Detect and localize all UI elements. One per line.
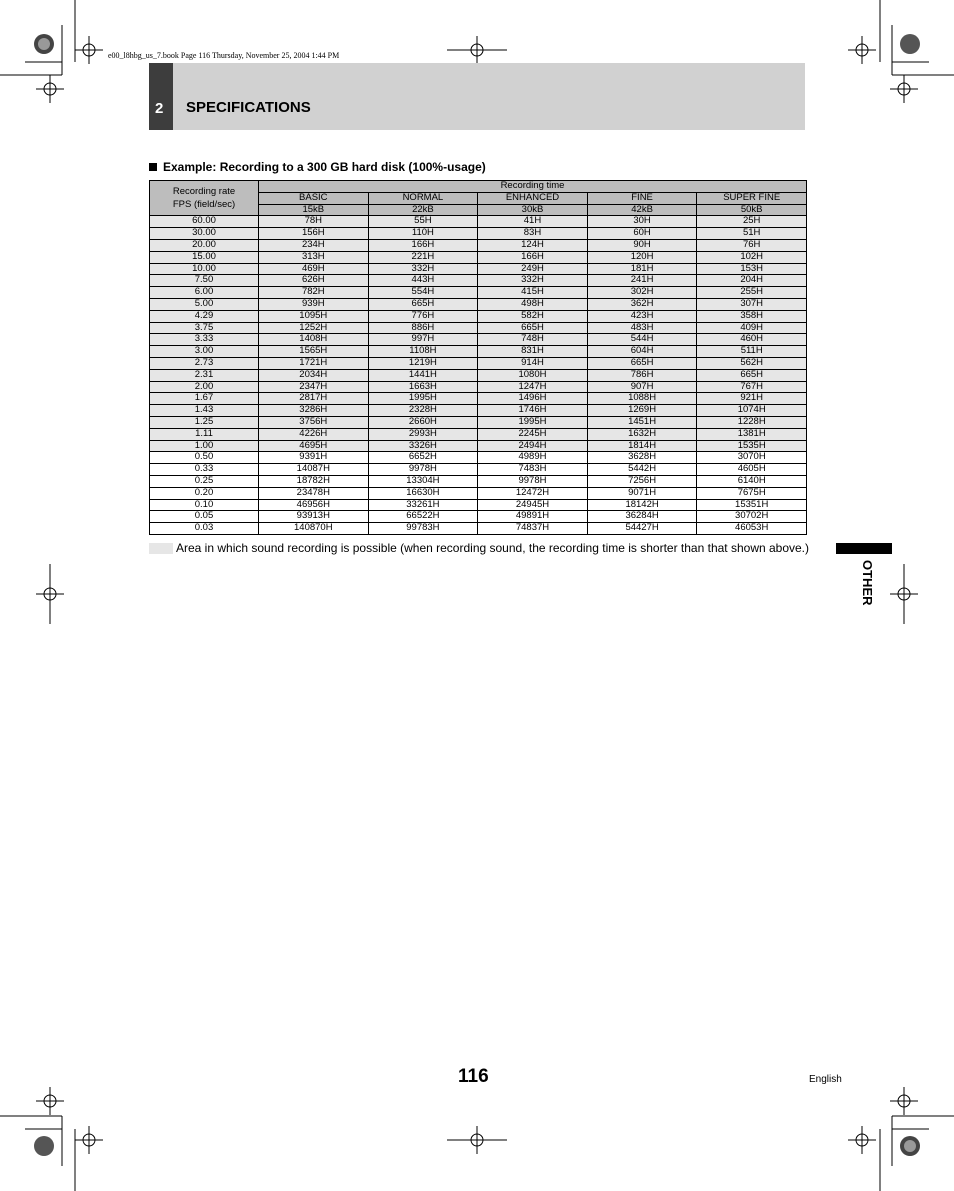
table-row [150,511,807,523]
time-cell: 9391H [259,452,369,464]
time-cell: 307H [697,298,807,310]
table-row [150,287,807,299]
table-row [150,381,807,393]
time-cell: 234H [259,239,369,251]
table-row [150,475,807,487]
time-cell: 41H [478,216,588,228]
table-row [150,405,807,417]
time-cell: 921H [697,393,807,405]
time-cell: 2034H [259,369,369,381]
language-label: English [809,1074,842,1085]
corner-header [150,181,259,216]
time-cell: 49891H [478,511,588,523]
time-cell: 1995H [478,416,588,428]
time-cell: 483H [587,322,697,334]
time-cell: 3628H [587,452,697,464]
fps-cell: 7.50 [150,275,259,287]
fps-cell: 0.50 [150,452,259,464]
time-cell: 7675H [697,487,807,499]
time-cell: 302H [587,287,697,299]
time-cell: 30H [587,216,697,228]
time-cell: 1663H [368,381,478,393]
time-cell: 3756H [259,416,369,428]
time-cell: 7483H [478,464,588,476]
time-cell: 4605H [697,464,807,476]
time-cell: 23478H [259,487,369,499]
fps-cell: 0.33 [150,464,259,476]
time-cell: 460H [697,334,807,346]
fps-cell: 2.31 [150,369,259,381]
time-cell: 13304H [368,475,478,487]
time-cell: 443H [368,275,478,287]
time-cell: 93913H [259,511,369,523]
fps-cell: 1.67 [150,393,259,405]
time-cell: 409H [697,322,807,334]
time-cell: 554H [368,287,478,299]
time-cell: 907H [587,381,697,393]
time-cell: 54427H [587,523,697,535]
time-cell: 2245H [478,428,588,440]
time-cell: 78H [259,216,369,228]
time-cell: 1074H [697,405,807,417]
table-row [150,251,807,263]
table-row [150,428,807,440]
time-cell: 156H [259,228,369,240]
table-row [150,416,807,428]
fps-cell: 0.25 [150,475,259,487]
time-cell: 665H [368,298,478,310]
time-cell: 99783H [368,523,478,535]
time-cell: 886H [368,322,478,334]
time-cell: 16630H [368,487,478,499]
time-cell: 3326H [368,440,478,452]
column-size: 15kB [259,204,369,216]
time-cell: 25H [697,216,807,228]
time-cell: 1632H [587,428,697,440]
fps-cell: 1.25 [150,416,259,428]
fps-cell: 3.75 [150,322,259,334]
time-cell: 1080H [478,369,588,381]
page-title: SPECIFICATIONS [186,99,311,116]
time-cell: 18142H [587,499,697,511]
time-cell: 831H [478,346,588,358]
time-cell: 1095H [259,310,369,322]
table-row [150,310,807,322]
time-cell: 140870H [259,523,369,535]
time-cell: 1496H [478,393,588,405]
time-cell: 1088H [587,393,697,405]
time-cell: 124H [478,239,588,251]
time-cell: 9978H [368,464,478,476]
time-cell: 36284H [587,511,697,523]
time-cell: 46956H [259,499,369,511]
table-row [150,298,807,310]
time-cell: 939H [259,298,369,310]
side-tab [836,543,892,554]
time-cell: 415H [478,287,588,299]
fps-cell: 30.00 [150,228,259,240]
fps-cell: 15.00 [150,251,259,263]
time-cell: 74837H [478,523,588,535]
column-name: NORMAL [368,192,478,204]
time-cell: 66522H [368,511,478,523]
time-cell: 1995H [368,393,478,405]
time-cell: 6140H [697,475,807,487]
fps-cell: 20.00 [150,239,259,251]
time-cell: 1108H [368,346,478,358]
group-header: Recording time [259,181,807,193]
time-cell: 204H [697,275,807,287]
table-row [150,369,807,381]
column-size: 22kB [368,204,478,216]
corner-label-line2: FPS (field/sec) [172,199,236,211]
time-cell: 24945H [478,499,588,511]
table-row [150,239,807,251]
table-row [150,357,807,369]
time-cell: 241H [587,275,697,287]
legend-text: Area in which sound recording is possible (when recording sound, the recording time is shorter than that shown above.) [176,541,810,555]
table-row [150,334,807,346]
time-cell: 332H [368,263,478,275]
time-cell: 102H [697,251,807,263]
time-cell: 14087H [259,464,369,476]
time-cell: 511H [697,346,807,358]
time-cell: 3286H [259,405,369,417]
header-band [149,63,805,130]
time-cell: 2660H [368,416,478,428]
table-row [150,452,807,464]
time-cell: 562H [697,357,807,369]
time-cell: 7256H [587,475,697,487]
corner-label-line1: Recording rate [172,186,236,198]
time-cell: 15351H [697,499,807,511]
time-cell: 776H [368,310,478,322]
side-tab-label: OTHER [860,560,875,606]
table-row [150,393,807,405]
fps-cell: 1.43 [150,405,259,417]
time-cell: 18782H [259,475,369,487]
time-cell: 153H [697,263,807,275]
section-title-text: Example: Recording to a 300 GB hard disk (100%-usage) [163,160,486,174]
section-title [149,160,486,174]
time-cell: 249H [478,263,588,275]
column-name: ENHANCED [478,192,588,204]
time-cell: 1565H [259,346,369,358]
column-size: 42kB [587,204,697,216]
time-cell: 313H [259,251,369,263]
fps-cell: 2.73 [150,357,259,369]
time-cell: 60H [587,228,697,240]
time-cell: 55H [368,216,478,228]
chapter-number: 2 [155,100,164,117]
time-cell: 469H [259,263,369,275]
column-name: BASIC [259,192,369,204]
time-cell: 1247H [478,381,588,393]
time-cell: 1535H [697,440,807,452]
time-cell: 914H [478,357,588,369]
fps-cell: 0.20 [150,487,259,499]
time-cell: 1252H [259,322,369,334]
table-row [150,228,807,240]
time-cell: 2993H [368,428,478,440]
time-cell: 332H [478,275,588,287]
table-row [150,275,807,287]
fps-cell: 0.05 [150,511,259,523]
time-cell: 1721H [259,357,369,369]
time-cell: 6652H [368,452,478,464]
time-cell: 1441H [368,369,478,381]
time-cell: 1746H [478,405,588,417]
time-cell: 1269H [587,405,697,417]
column-name: FINE [587,192,697,204]
fps-cell: 4.29 [150,310,259,322]
time-cell: 665H [587,357,697,369]
page-number: 116 [458,1066,489,1087]
time-cell: 3070H [697,452,807,464]
time-cell: 423H [587,310,697,322]
time-cell: 76H [697,239,807,251]
table-row [150,487,807,499]
table-row [150,346,807,358]
time-cell: 1814H [587,440,697,452]
time-cell: 83H [478,228,588,240]
fps-cell: 1.00 [150,440,259,452]
time-cell: 1381H [697,428,807,440]
fps-cell: 2.00 [150,381,259,393]
time-cell: 2328H [368,405,478,417]
column-name: SUPER FINE [697,192,807,204]
time-cell: 2494H [478,440,588,452]
time-cell: 1451H [587,416,697,428]
fps-cell: 6.00 [150,287,259,299]
print-info: e00_l8hbg_us_7.book Page 116 Thursday, November 25, 2004 1:44 PM [108,51,340,60]
time-cell: 5442H [587,464,697,476]
time-cell: 110H [368,228,478,240]
time-cell: 665H [478,322,588,334]
time-cell: 626H [259,275,369,287]
time-cell: 604H [587,346,697,358]
fps-cell: 3.00 [150,346,259,358]
table-row [150,263,807,275]
time-cell: 358H [697,310,807,322]
time-cell: 51H [697,228,807,240]
time-cell: 665H [697,369,807,381]
time-cell: 9071H [587,487,697,499]
time-cell: 12472H [478,487,588,499]
time-cell: 30702H [697,511,807,523]
time-cell: 498H [478,298,588,310]
fps-cell: 0.10 [150,499,259,511]
time-cell: 2817H [259,393,369,405]
fps-cell: 1.11 [150,428,259,440]
time-cell: 9978H [478,475,588,487]
time-cell: 221H [368,251,478,263]
table-row [150,499,807,511]
recording-time-table [149,180,807,535]
time-cell: 4226H [259,428,369,440]
column-size: 50kB [697,204,807,216]
fps-cell: 3.33 [150,334,259,346]
table-row [150,216,807,228]
chapter-box [149,63,173,130]
time-cell: 46053H [697,523,807,535]
time-cell: 786H [587,369,697,381]
time-cell: 997H [368,334,478,346]
time-cell: 166H [368,239,478,251]
square-bullet-icon [149,163,157,171]
fps-cell: 0.03 [150,523,259,535]
table-row [150,440,807,452]
time-cell: 4695H [259,440,369,452]
sound-area-swatch [149,543,173,554]
fps-cell: 5.00 [150,298,259,310]
time-cell: 767H [697,381,807,393]
column-size: 30kB [478,204,588,216]
time-cell: 544H [587,334,697,346]
fps-cell: 60.00 [150,216,259,228]
time-cell: 2347H [259,381,369,393]
time-cell: 120H [587,251,697,263]
time-cell: 33261H [368,499,478,511]
time-cell: 1408H [259,334,369,346]
time-cell: 90H [587,239,697,251]
time-cell: 748H [478,334,588,346]
table-row [150,322,807,334]
time-cell: 166H [478,251,588,263]
time-cell: 181H [587,263,697,275]
time-cell: 362H [587,298,697,310]
time-cell: 782H [259,287,369,299]
table-row [150,464,807,476]
time-cell: 255H [697,287,807,299]
time-cell: 582H [478,310,588,322]
table-row [150,523,807,535]
time-cell: 1219H [368,357,478,369]
time-cell: 4989H [478,452,588,464]
fps-cell: 10.00 [150,263,259,275]
time-cell: 1228H [697,416,807,428]
